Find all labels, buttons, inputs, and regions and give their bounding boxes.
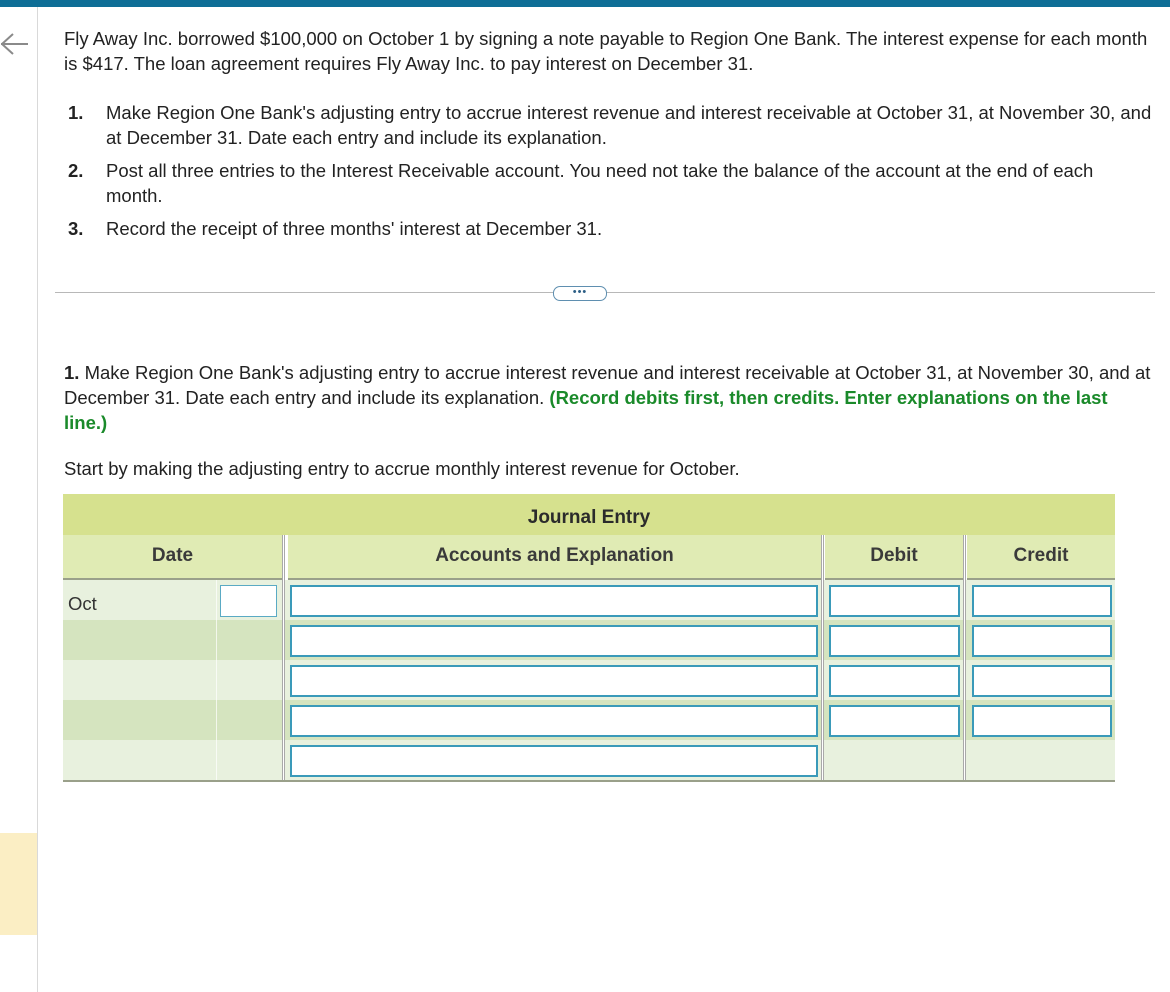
credit-header: Credit [967,535,1115,580]
question-text: Make Region One Bank's adjusting entry to accrue interest revenue and interest receivable at October 31, at November 30, and at December 31. Date each entry and include its explanation. [64,362,1151,408]
account-input-2[interactable] [290,625,818,657]
debit-header: Debit [825,535,963,580]
credit-input-4[interactable] [972,705,1112,737]
step-item [64,216,1154,241]
step-number: 2. [68,160,84,181]
accounts-header: Accounts and Explanation [288,535,821,580]
credit-input-1[interactable] [972,585,1112,617]
debit-input-4[interactable] [829,705,960,737]
day-input[interactable] [220,585,277,617]
question-prompt [64,360,1154,435]
step-item [64,100,1154,150]
step-number: 3. [68,218,84,239]
back-arrow-icon[interactable] [0,31,30,57]
date-subdivider [216,580,217,780]
problem-steps [64,100,1154,249]
date-header: Date [63,535,282,580]
credit-input-3[interactable] [972,665,1112,697]
explanation-input[interactable] [290,745,818,777]
account-input-3[interactable] [290,665,818,697]
expand-more-button[interactable]: ••• [553,286,607,301]
debit-input-2[interactable] [829,625,960,657]
step-item [64,158,1154,208]
side-highlight-tab [0,833,37,935]
step-text: Record the receipt of three months' interest at December 31. [106,218,603,239]
debit-input-1[interactable] [829,585,960,617]
question-number: 1. [64,362,80,383]
step-text: Make Region One Bank's adjusting entry to accrue interest revenue and interest receivable at October 31, at November 30, and at December 31. Date each entry and include its explanation. [106,102,1152,148]
month-label: Oct [68,593,97,614]
start-instruction: Start by making the adjusting entry to accrue monthly interest revenue for October. [64,458,740,479]
credit-input-2[interactable] [972,625,1112,657]
column-separator [821,535,824,780]
debit-input-3[interactable] [829,665,960,697]
table-bottom-border [63,780,1115,782]
problem-intro: Fly Away Inc. borrowed $100,000 on October 1 by signing a note payable to Region One Bank. The interest expense for each month is $417. The loan agreement requires Fly Away Inc. to pay interest on December 31. [64,28,1148,74]
left-side-panel [0,7,38,992]
step-number: 1. [68,102,84,123]
journal-entry-table [63,494,1115,782]
column-separator [963,535,966,780]
journal-title: Journal Entry [63,494,1115,535]
account-input-1[interactable] [290,585,818,617]
step-text: Post all three entries to the Interest Receivable account. You need not take the balance of the account at the end of each month. [106,160,1094,206]
question-instruction: (Record debits first, then credits. Enter explanations on the last line.) [64,387,1108,433]
column-separator [282,535,285,780]
top-accent-bar [0,0,1170,7]
account-input-4[interactable] [290,705,818,737]
